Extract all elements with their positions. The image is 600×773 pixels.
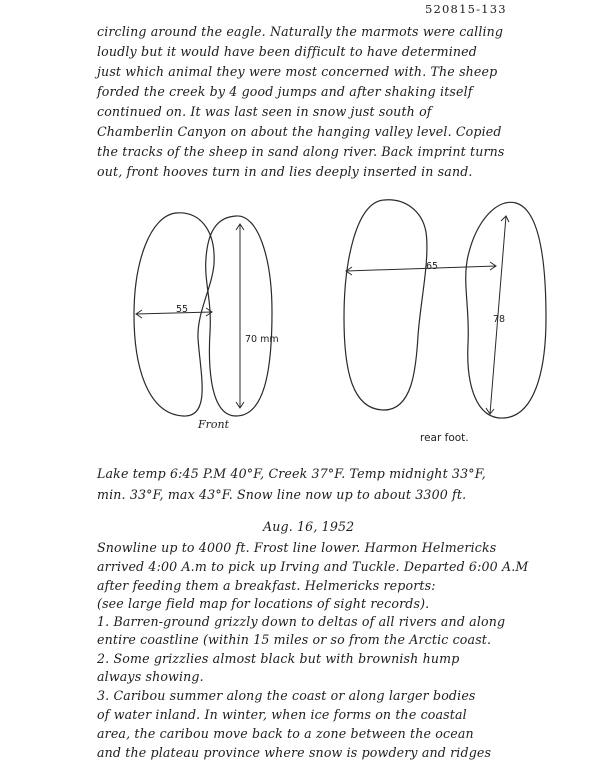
text-line: Lake temp 6:45 P.M 40°F, Creek 37°F. Temp midnight 33°F, <box>97 466 486 481</box>
text-line: area, the caribou move back to a zone between the ocean <box>97 726 474 741</box>
page-reference-number: 520815-133 <box>425 2 507 16</box>
rear-foot-caption: rear foot. <box>420 432 469 444</box>
text-line: and the plateau province where snow is powdery and ridges <box>97 745 492 760</box>
rear-length-label: 78 <box>493 314 506 325</box>
text-line: of water inland. In winter, when ice forms on the coastal <box>97 707 467 722</box>
text-line: always showing. <box>97 669 204 684</box>
text-line: forded the creek by 4 good jumps and after shaking itself <box>97 84 473 99</box>
text-line: continued on. It was last seen in snow just south of <box>97 104 432 119</box>
front-foot-caption: Front <box>198 418 230 431</box>
text-line: loudly but it would have been difficult to have determined <box>97 44 477 59</box>
text-line: 2. Some grizzlies almost black but with brownish hump <box>97 651 460 666</box>
text-line: just which animal they were most concerned with. The sheep <box>97 64 498 79</box>
text-line: Chamberlin Canyon on about the hanging valley level. Copied <box>97 124 502 139</box>
rear-hoof-left-outline <box>344 200 427 410</box>
text-line: the tracks of the sheep in sand along river. Back imprint turns <box>97 144 505 159</box>
text-line: arrived 4:00 A.m to pick up Irving and Tuckle. Departed 6:00 A.M <box>97 559 529 574</box>
text-line: 1. Barren-ground grizzly down to deltas of all rivers and along <box>97 614 506 629</box>
text-line: min. 33°F, max 43°F. Snow line now up to about 3300 ft. <box>97 487 467 502</box>
text-line: 3. Caribou summer along the coast or along larger bodies <box>97 688 476 703</box>
text-line: Snowline up to 4000 ft. Frost line lower. Harmon Helmericks <box>97 540 497 555</box>
text-line: (see large field map for locations of sight records). <box>97 596 430 611</box>
front-hoof-right-outline <box>206 216 272 416</box>
entry-date: Aug. 16, 1952 <box>263 519 355 534</box>
text-line: out, front hooves turn in and lies deeply inserted in sand. <box>97 164 473 179</box>
rear-width-label: 65 <box>426 261 439 272</box>
text-line: entire coastline (within 15 miles or so from the Arctic coast. <box>97 632 492 647</box>
rear-hoof-right-outline <box>466 202 546 418</box>
front-length-label: 70 mm <box>245 334 279 345</box>
front-hoof-left-outline <box>134 213 214 416</box>
rear-width-measure-line <box>346 266 496 271</box>
text-line: circling around the eagle. Naturally the marmots were calling <box>97 24 504 39</box>
front-width-label: 55 <box>176 304 189 315</box>
text-line: after feeding them a breakfast. Helmericks reports: <box>97 578 436 593</box>
rear-length-arrow-top <box>501 216 509 222</box>
